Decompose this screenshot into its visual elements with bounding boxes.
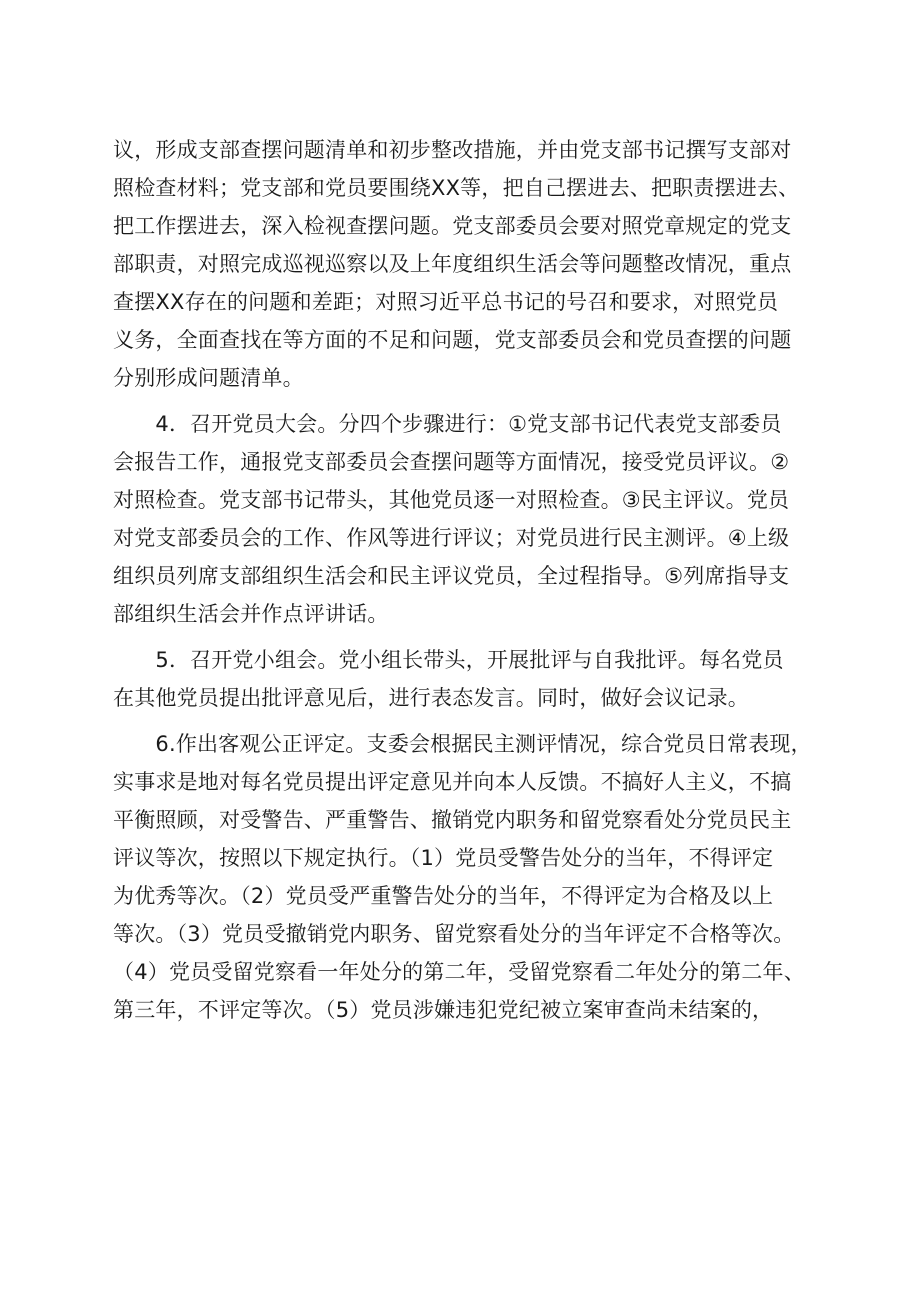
text-line: 在其他党员提出批评意见后，进行表态发言。同时，做好会议记录。 (113, 686, 749, 710)
text-line: 部组织生活会并作点评讲话。 (113, 602, 389, 626)
text-line: 分别形成问题清单。 (113, 366, 304, 390)
text-line: 对党支部委员会的工作、作风等进行评议；对党员进行民主测评。④上级 (113, 526, 790, 550)
text-line: 把工作摆进去，深入检视查摆问题。党支部委员会要对照党章规定的党支 (113, 214, 792, 238)
text-line: 部职责，对照完成巡视巡察以及上年度组织生活会等问题整改情况，重点 (113, 252, 792, 276)
text-line: 对照检查。党支部书记带头，其他党员逐一对照检查。③民主评议。党员 (113, 488, 790, 512)
paragraph-item-6-evaluation (113, 725, 825, 1029)
text-line: 第三年，不评定等次。（5）党员涉嫌违犯党纪被立案审查尚未结案的， (113, 998, 774, 1022)
text-line: （4）党员受留党察看一年处分的第二年，受留党察看二年处分的第二年、 (113, 960, 805, 984)
text-line: 组织员列席支部组织生活会和民主评议党员，全过程指导。⑤列席指导支 (113, 564, 790, 588)
text-line: 等次。（3）党员受撤销党内职务、留党察看处分的当年评定不合格等次。 (113, 922, 795, 946)
text-line: 议，形成支部查摆问题清单和初步整改措施，并由党支部书记撰写支部对 (113, 138, 792, 162)
text-line: 照检查材料；党支部和党员要围绕XX等，把自己摆进去、把职责摆进去、 (113, 176, 800, 200)
text-line: 6.作出客观公正评定。支委会根据民主测评情况，综合党员日常表现， (113, 732, 812, 756)
text-line: 为优秀等次。（2）党员受严重警告处分的当年，不得评定为合格及以上 (113, 884, 774, 908)
paragraph-item-4-party-meeting (113, 405, 825, 633)
document-page (113, 131, 825, 1029)
text-line: 4．召开党员大会。分四个步骤进行：①党支部书记代表党支部委员 (113, 412, 782, 436)
paragraph-review-materials (113, 131, 825, 397)
text-line: 义务，全面查找在等方面的不足和问题，党支部委员会和党员查摆的问题 (113, 328, 792, 352)
text-line: 查摆XX存在的问题和差距；对照习近平总书记的号召和要求，对照党员 (113, 290, 779, 314)
text-line: 实事求是地对每名党员提出评定意见并向本人反馈。不搞好人主义，不搞 (113, 770, 792, 794)
text-line: 平衡照顾，对受警告、严重警告、撤销党内职务和留党察看处分党员民主 (113, 808, 792, 832)
paragraph-item-5-group-meeting (113, 641, 825, 717)
text-line: 会报告工作，通报党支部委员会查摆问题等方面情况，接受党员评议。② (113, 450, 790, 474)
text-line: 5．召开党小组会。党小组长带头，开展批评与自我批评。每名党员 (113, 648, 784, 672)
text-line: 评议等次，按照以下规定执行。（1）党员受警告处分的当年，不得评定 (113, 846, 774, 870)
